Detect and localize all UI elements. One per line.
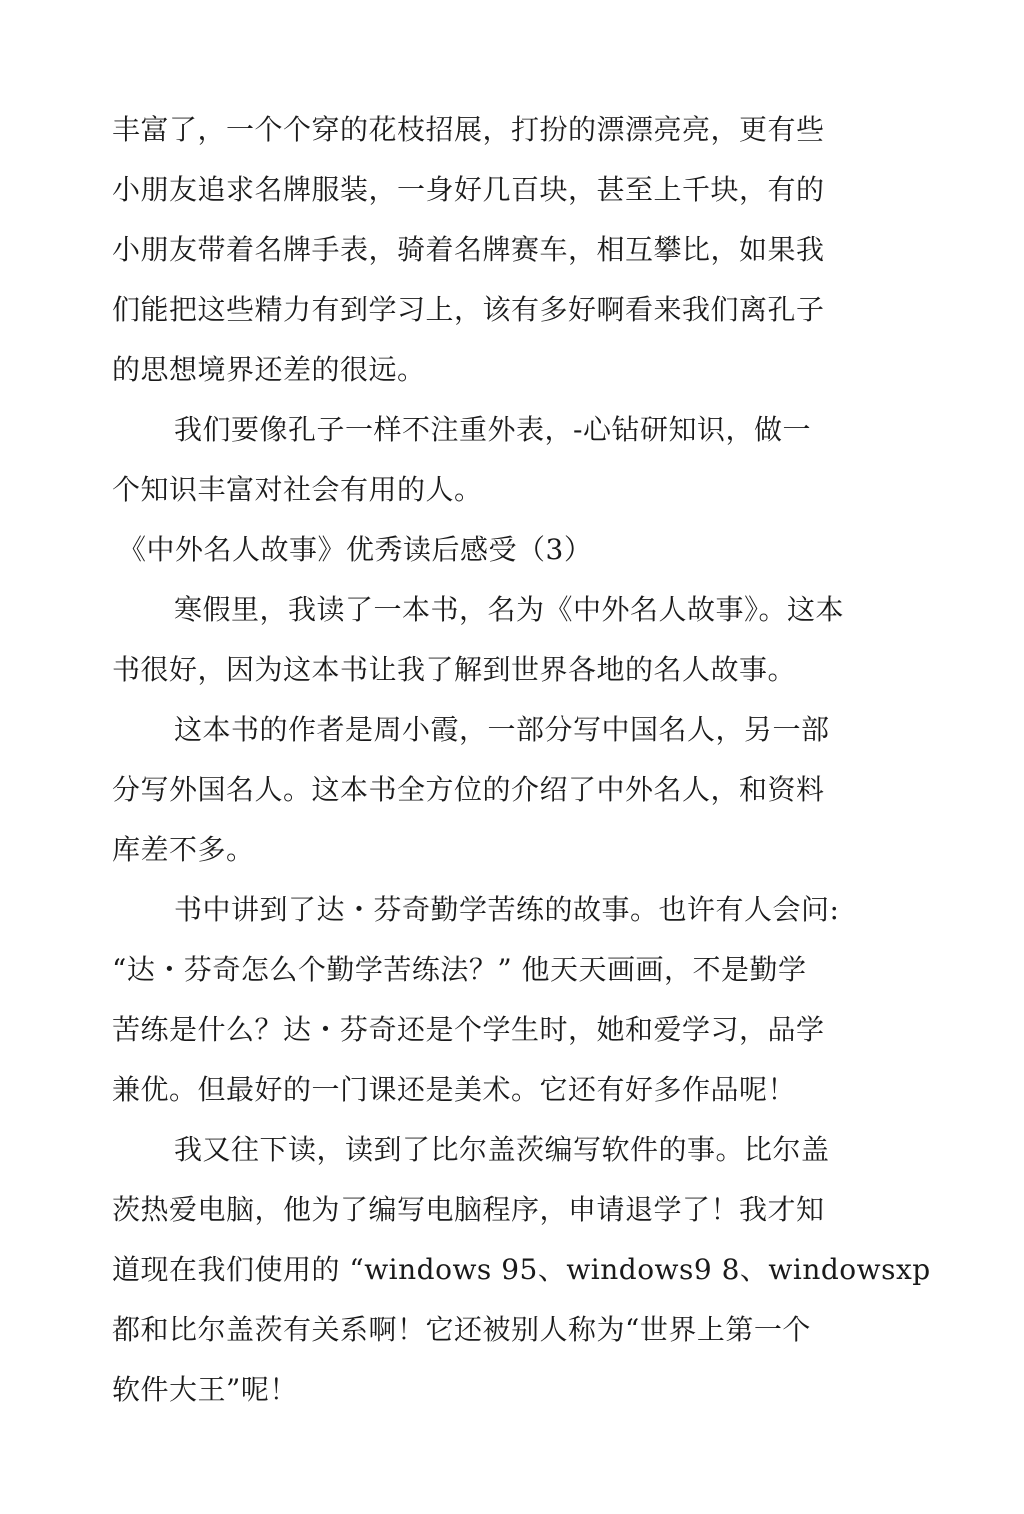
paragraph-start: 书中讲到了达・芬奇勤学苦练的故事。也许有人会问: <box>174 893 840 926</box>
text-line: 的思想境界还差的很远。 <box>112 353 426 386</box>
paragraph-start: 这本书的作者是周小霞，一部分写中国名人，另一部 <box>174 713 830 746</box>
text-line: 软件大王”呢！ <box>112 1373 298 1406</box>
paragraph-start: 我又往下读，读到了比尔盖茨编写软件的事。比尔盖 <box>174 1133 830 1166</box>
text-line: 分写外国名人。这本书全方位的介绍了中外名人，和资料 <box>112 773 825 806</box>
text-line: 兼优。但最好的一门课还是美术。它还有好多作品呢！ <box>112 1073 797 1106</box>
text-line: 道现在我们使用的 “windows 95、windows9 8、windowsxp <box>112 1253 931 1286</box>
text-line: 们能把这些精力有到学习上，该有多好啊看来我们离孔子 <box>112 293 825 326</box>
text-line: “达・芬奇怎么个勤学苦练法？” 他天天画画，不是勤学 <box>112 953 807 986</box>
text-line: 库差不多。 <box>112 833 255 866</box>
text-line: 苦练是什么？达・芬奇还是个学生时，她和爱学习，品学 <box>112 1013 825 1046</box>
paragraph-start: 寒假里，我读了一本书，名为《中外名人故事》。这本 <box>174 593 845 626</box>
text-line: 茨热爱电脑，他为了编写电脑程序，申请退学了！我才知 <box>112 1193 825 1226</box>
text-line: 个知识丰富对社会有用的人。 <box>112 473 483 506</box>
text-line: 小朋友追求名牌服装，一身好几百块，甚至上千块，有的 <box>112 173 825 206</box>
text-line: 小朋友带着名牌手表，骑着名牌赛车，相互攀比，如果我 <box>112 233 825 266</box>
text-line: 丰富了，一个个穿的花枝招展，打扮的漂漂亮亮，更有些 <box>112 113 825 146</box>
text-line: 书很好，因为这本书让我了解到世界各地的名人故事。 <box>112 653 797 686</box>
text-line: 都和比尔盖茨有关系啊！它还被别人称为“世界上第一个 <box>112 1313 811 1346</box>
paragraph-start: 我们要像孔子一样不注重外表，-心钻研知识，做一 <box>174 413 811 446</box>
section-heading: 《中外名人故事》优秀读后感受（3） <box>118 533 593 566</box>
